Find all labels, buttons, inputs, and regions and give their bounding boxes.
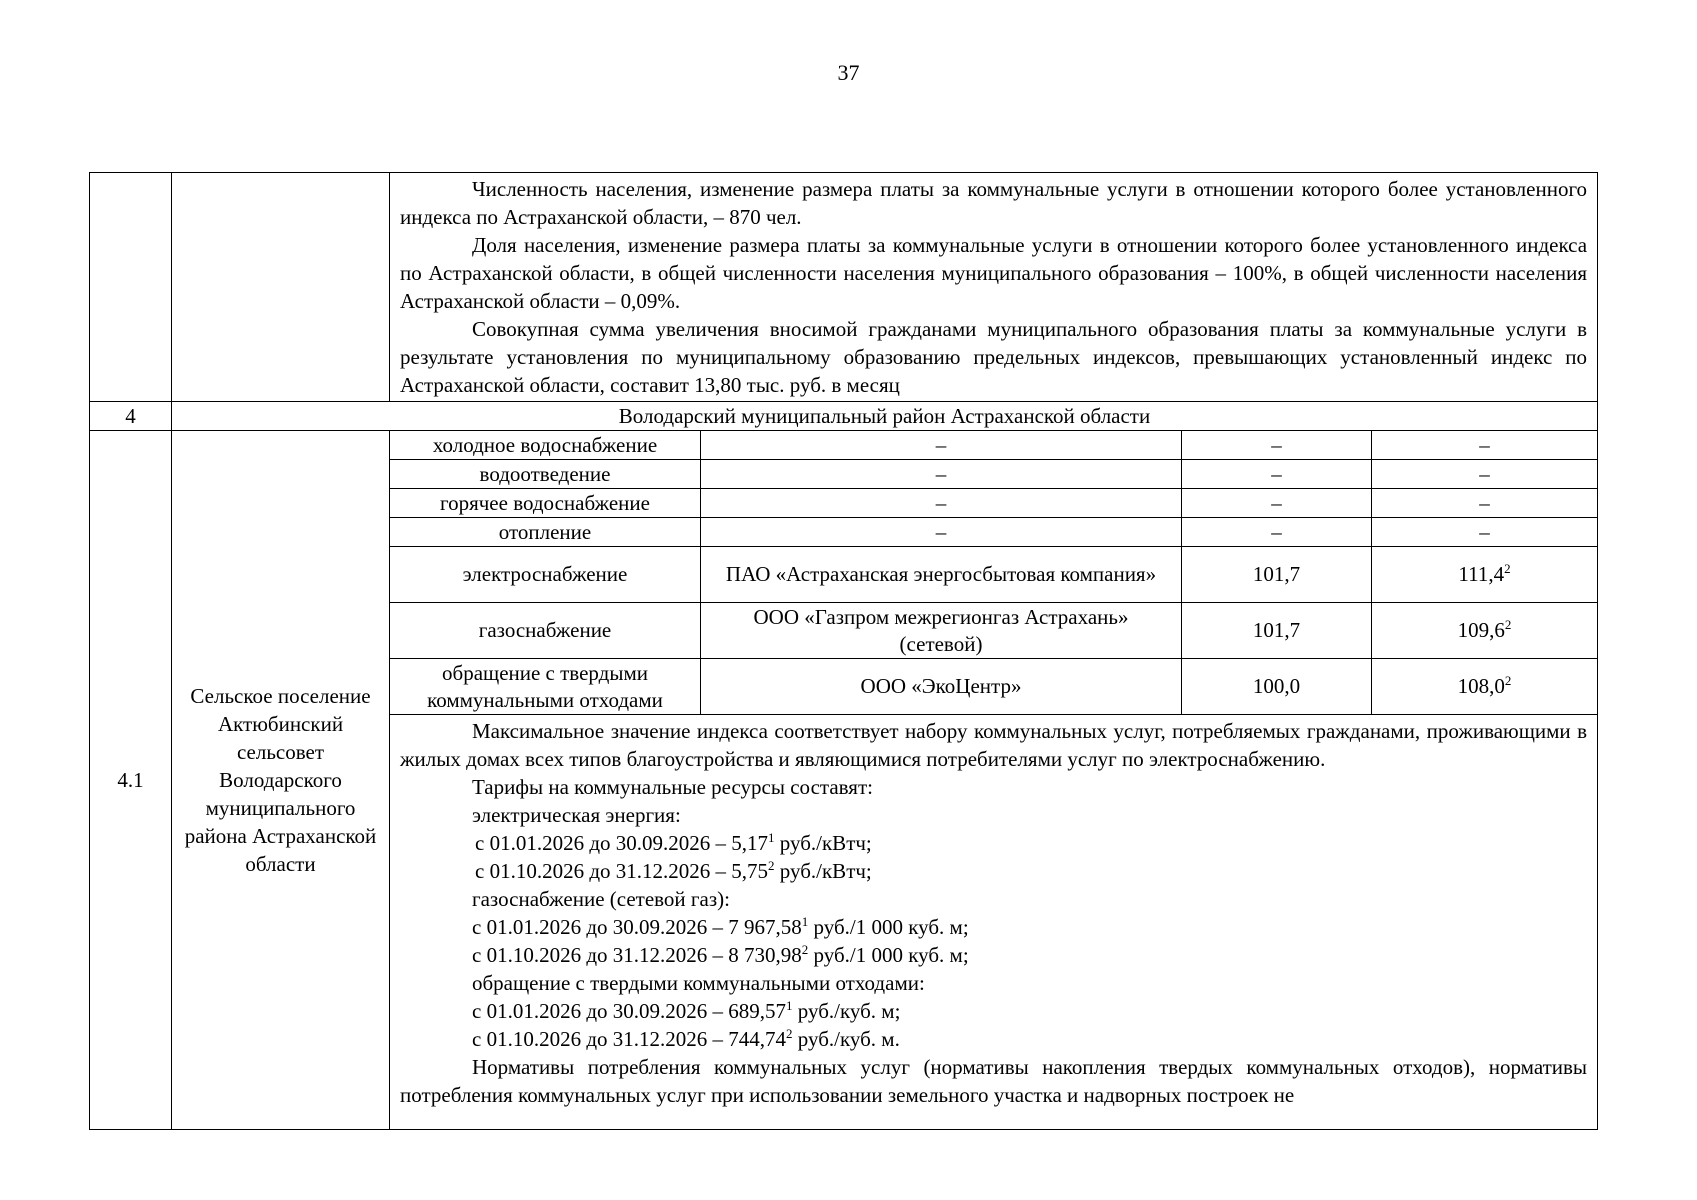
tariff-period-value: с 01.10.2026 до 31.12.2026 – 8 730,98 [472, 943, 802, 967]
tariff-line [400, 941, 1587, 969]
section-number: 4 [90, 402, 172, 431]
max-index-number: 111,4 [1458, 562, 1505, 586]
tariff-unit: руб./куб. м; [792, 999, 901, 1023]
tariff-line [400, 1025, 1587, 1053]
provider: – [701, 518, 1182, 547]
tariff-unit: руб./1 000 куб. м; [808, 943, 969, 967]
index-value: 100,0 [1182, 659, 1372, 715]
max-index-value: – [1372, 460, 1598, 489]
footnote-mark: 1 [786, 998, 793, 1014]
provider: ПАО «Астраханская энергосбытовая компания» [701, 547, 1182, 603]
footnote-mark: 2 [1504, 673, 1512, 689]
index-value: – [1182, 460, 1372, 489]
footnote-mark: 2 [801, 942, 809, 958]
empty-number-cell [90, 173, 172, 402]
empty-name-cell [172, 173, 390, 402]
provider: ООО «Газпром межрегионгаз Астрахань» (сетевой) [701, 603, 1182, 659]
tariff-group-title: газоснабжение (сетевой газ): [472, 887, 730, 911]
tariff-period-value: с 01.01.2026 до 30.09.2026 – 5,17 [475, 831, 769, 855]
section-title: Володарский муниципальный район Астраханской области [172, 402, 1598, 431]
max-index-value: – [1372, 431, 1598, 460]
municipality-name: Сельское поселение Актюбинский сельсовет Володарского муниципального района Астраханской области [172, 431, 390, 1130]
table-row-continuation [90, 173, 1598, 402]
section-header-row [90, 402, 1598, 431]
footnote-mark: 1 [768, 830, 775, 846]
tariff-period-value: с 01.01.2026 до 30.09.2026 – 689,57 [472, 999, 787, 1023]
tariff-group-title: электрическая энергия: [472, 803, 681, 827]
index-value: – [1182, 431, 1372, 460]
max-index-value: – [1372, 518, 1598, 547]
max-index-number: 108,0 [1457, 674, 1505, 698]
tariff-line [400, 913, 1587, 941]
summary-paragraph: Совокупная сумма увеличения вносимой гражданами муниципального образования платы за коммунальные услуги в результате установления по муниципальному образованию предельных индексов, превышающих установленный индекс по Астраханской области, составит 13,80 тыс. руб. в месяц [400, 317, 1588, 397]
index-value: – [1182, 489, 1372, 518]
footnote-mark: 2 [768, 858, 775, 874]
notes-paragraph: Максимальное значение индекса соответствует набору коммунальных услуг, потребляемых гражданами, проживающими в жилых домах всех типов благоустройства и являющимися потребителями услуг по электроснабжению. [400, 719, 1588, 771]
summary-cell [390, 173, 1598, 402]
service-name: холодное водоснабжение [390, 431, 701, 460]
max-index-value [1372, 547, 1598, 603]
provider: – [701, 489, 1182, 518]
footnote-mark: 1 [801, 914, 809, 930]
max-index-value [1372, 659, 1598, 715]
tariff-period-value: с 01.10.2026 до 31.12.2026 – 744,74 [472, 1027, 787, 1051]
service-row [90, 431, 1598, 460]
tariff-line [400, 857, 1587, 885]
tariff-line [400, 997, 1587, 1025]
tariff-unit: руб./куб. м. [792, 1027, 900, 1051]
footnote-mark: 2 [1504, 617, 1512, 633]
notes-paragraph: Нормативы потребления коммунальных услуг (нормативы накопления твердых коммунальных отходов), нормативы потребления коммунальных услуг при использовании земельного участка и надворных построек не [400, 1055, 1588, 1107]
index-value: – [1182, 518, 1372, 547]
tariff-table [89, 172, 1598, 1130]
provider: ООО «ЭкоЦентр» [701, 659, 1182, 715]
service-name: водоотведение [390, 460, 701, 489]
tariff-unit: руб./кВтч; [774, 831, 872, 855]
tariff-group-title: обращение с твердыми коммунальными отходами: [472, 971, 925, 995]
tariff-period-value: с 01.01.2026 до 30.09.2026 – 7 967,58 [472, 915, 802, 939]
summary-paragraph: Доля населения, изменение размера платы за коммунальные услуги в отношении которого более установленного индекса по Астраханской области, в общей численности населения муниципального образования – 100%, в общей численности населения Астраханской области – 0,09%. [400, 233, 1588, 313]
tariff-line [400, 829, 1587, 857]
summary-paragraph: Численность населения, изменение размера платы за коммунальные услуги в отношении которого более установленного индекса по Астраханской области, – 870 чел. [400, 177, 1588, 229]
footnote-mark: 2 [1504, 561, 1511, 577]
notes-cell [390, 715, 1598, 1130]
tariffs-intro: Тарифы на коммунальные ресурсы составят: [472, 775, 873, 799]
service-name: газоснабжение [390, 603, 701, 659]
provider: – [701, 460, 1182, 489]
tariff-unit: руб./кВтч; [774, 859, 872, 883]
page-number: 37 [837, 60, 860, 85]
tariff-unit: руб./1 000 куб. м; [808, 915, 969, 939]
footnote-mark: 2 [786, 1026, 793, 1042]
service-name: электроснабжение [390, 547, 701, 603]
tariff-period-value: с 01.10.2026 до 31.12.2026 – 5,75 [475, 859, 769, 883]
index-value: 101,7 [1182, 603, 1372, 659]
index-value: 101,7 [1182, 547, 1372, 603]
provider: – [701, 431, 1182, 460]
service-name: отопление [390, 518, 701, 547]
subsection-number: 4.1 [90, 431, 172, 1130]
max-index-value [1372, 603, 1598, 659]
service-name: горячее водоснабжение [390, 489, 701, 518]
max-index-number: 109,6 [1457, 618, 1505, 642]
service-name: обращение с твердыми коммунальными отходами [390, 659, 701, 715]
max-index-value: – [1372, 489, 1598, 518]
